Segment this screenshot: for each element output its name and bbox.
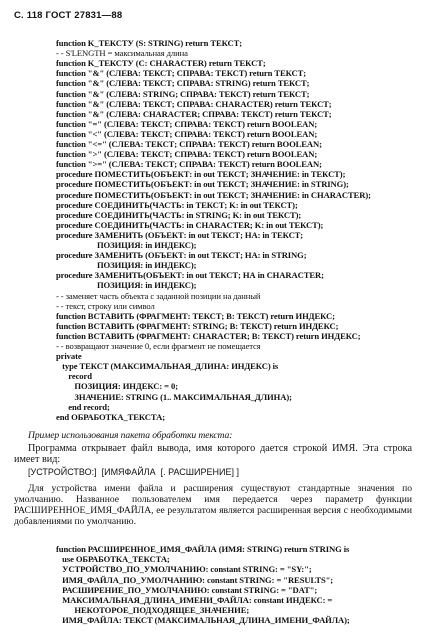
- code-line: ИМЯ_ФАЙЛА_ПО_УМОЛЧАНИЮ: constant STRING: = "RESULTS";: [56, 574, 334, 585]
- code-line: - - заменяет часть объекта с заданной позиции на данный: [56, 290, 261, 301]
- code-line: end record;: [56, 401, 110, 412]
- example-heading: Пример использования пакета обработки текста:: [28, 430, 233, 441]
- code-line: function "<" (СЛЕВА: ТЕКСТ; СПРАВА: ТЕКСТ) return BOOLEAN;: [56, 128, 318, 139]
- code-line: ЗНАЧЕНИЕ: STRING (1.. МАКСИМАЛЬНАЯ_ДЛИНА);: [56, 391, 292, 402]
- code-line: function ">=" (СЛЕВА: ТЕКСТ; СПРАВА: ТЕКСТ) return BOOLEAN;: [56, 159, 322, 170]
- code-line: procedure СОЕДИНИТЬ(ЧАСТЬ: in CHARACTER; K: in out ТЕКСТ);: [56, 219, 324, 230]
- code-line: function "<=" (СЛЕВА: ТЕКСТ; СПРАВА: ТЕКСТ) return BOOLEAN;: [56, 139, 322, 149]
- code-line: МАКСИМАЛЬНАЯ_ДЛИНА_ИМЕНИ_ФАЙЛА: constant ИНДЕКС: =: [56, 595, 333, 605]
- code-line: function K_ТЕКСТУ (C: CHARACTER) return ТЕКСТ;: [56, 58, 266, 69]
- code-line: procedure СОЕДИНИТЬ(ЧАСТЬ: in ТЕКСТ; K: in out ТЕКСТ);: [56, 199, 298, 210]
- code-line: function "&" (СЛЕВА: ТЕКСТ; СПРАВА: STRING) return ТЕКСТ;: [56, 78, 310, 89]
- paragraph-defaults: Для устройства имени файла и расширения существуют стандартные значения по умолчанию. Названное пользователем имя передается через параметр функции РАСШИРЕННОЕ_ИМЯ_ФАЙЛА, ее результатом является расширенная версия с необходимыми добавлениями по умолчанию.: [14, 483, 412, 527]
- code-line: function "&" (СЛЕВА: CHARACTER; СПРАВА: ТЕКСТ) return ТЕКСТ;: [56, 108, 332, 119]
- code-line: НЕКОТОРОЕ_ПОДХОДЯЩЕЕ_ЗНАЧЕНИЕ;: [56, 605, 250, 616]
- code-line: - - возвращают значение 0, если фрагмент не помещается: [56, 341, 261, 351]
- code-line: function ВСТАВИТЬ (ФРАГМЕНТ: STRING; В: ТЕКСТ) return ИНДЕКС;: [56, 320, 339, 331]
- code-line: function "=" (СЛЕВА: ТЕКСТ; СПРАВА: ТЕКСТ) return BOOLEAN;: [56, 118, 318, 129]
- code-line: procedure СОЕДИНИТЬ(ЧАСТЬ: in STRING; K: in out ТЕКСТ);: [56, 209, 302, 220]
- code-line: - - текст, строку или символ: [56, 300, 155, 311]
- code-line: ПОЗИЦИЯ: in ИНДЕКС);: [56, 260, 197, 271]
- code-line: procedure ПОМЕСТИТЬ(ОБЪЕКТ: in out ТЕКСТ; ЗНАЧЕНИЕ: in CHARACTER);: [56, 189, 371, 200]
- paragraph-program-description: Программа открывает файл вывода, имя которого дается строкой ИМЯ. Эта строка имеет вид:: [14, 443, 412, 465]
- code-line: function "&" (СЛЕВА: ТЕКСТ; СПРАВА: ТЕКСТ) return ТЕКСТ;: [56, 68, 307, 79]
- code-line: function ВСТАВИТЬ (ФРАГМЕНТ: ТЕКСТ; В: ТЕКСТ) return ИНДЕКС;: [56, 310, 335, 321]
- code-line: procedure ЗАМЕНИТЬ(ОБЪЕКТ: in out ТЕКСТ; НА in CHARACTER;: [56, 270, 324, 281]
- code-line: ПОЗИЦИЯ: ИНДЕКС: = 0;: [56, 381, 178, 392]
- code-line: - - S'LENGTH = максимальная длина: [56, 48, 188, 59]
- code-line: record: [56, 371, 92, 382]
- code-line: use ОБРАБОТКА_ТЕКСТА;: [56, 554, 170, 565]
- code-line: ИМЯ_ФАЙЛА: ТЕКСТ (МАКСИМАЛЬНАЯ_ДЛИНА_ИМЕНИ_ФАЙЛА);: [56, 615, 350, 626]
- code-line: procedure ПОМЕСТИТЬ(ОБЪЕКТ: in out ТЕКСТ; ЗНАЧЕНИЕ: in STRING);: [56, 179, 349, 190]
- syntax-line: [УСТРОЙСТВО:] [ИМЯФАЙЛА [. РАСШИРЕНИЕ] ]: [28, 467, 239, 477]
- code-line: УСТРОЙСТВО_ПО_УМОЛЧАНИЮ: constant STRING: = "SY:";: [56, 564, 312, 575]
- code-line: ПОЗИЦИЯ: in ИНДЕКС);: [56, 240, 197, 250]
- code-line: ПОЗИЦИЯ: in ИНДЕКС);: [56, 280, 197, 291]
- code-line: function "&" (СЛЕВА: ТЕКСТ; СПРАВА: CHARACTER) return ТЕКСТ;: [56, 98, 332, 109]
- code-line: procedure ЗАМЕНИТЬ (ОБЪЕКТ: in out ТЕКСТ; НА: in STRING;: [56, 250, 307, 261]
- code-line: function ВСТАВИТЬ (ФРАГМЕНТ: CHARACTER; В: ТЕКСТ) return ИНДЕКС;: [56, 330, 361, 341]
- code-line: function "&" (СЛЕВА: STRING; СПРАВА: ТЕКСТ) return ТЕКСТ;: [56, 88, 310, 99]
- code-line: function K_ТЕКСТУ (S: STRING) return ТЕКСТ;: [56, 38, 243, 48]
- code-line: type ТЕКСТ (МАКСИМАЛЬНАЯ_ДЛИНА: ИНДЕКС) is: [56, 361, 279, 372]
- code-line: procedure ЗАМЕНИТЬ (ОБЪЕКТ: in out ТЕКСТ; НА: in ТЕКСТ;: [56, 229, 304, 240]
- code-line: procedure ПОМЕСТИТЬ(ОБЪЕКТ: in out ТЕКСТ; ЗНАЧЕНИЕ: in ТЕКСТ);: [56, 169, 346, 180]
- code-line: РАСШИРЕНИЕ_ПО_УМОЛЧАНИЮ: constant STRING: = "DAT";: [56, 584, 318, 595]
- code-line: private: [56, 351, 82, 362]
- code-line: function РАСШИРЕННОЕ_ИМЯ_ФАЙЛА (ИМЯ: STRING) return STRING is: [56, 544, 350, 554]
- code-line: function ">" (СЛЕВА: ТЕКСТ; СПРАВА: ТЕКСТ) return BOOLEAN;: [56, 149, 318, 160]
- page-header: С. 118 ГОСТ 27831—88: [14, 10, 123, 21]
- code-line: end ОБРАБОТКА_ТЕКСТА;: [56, 411, 165, 422]
